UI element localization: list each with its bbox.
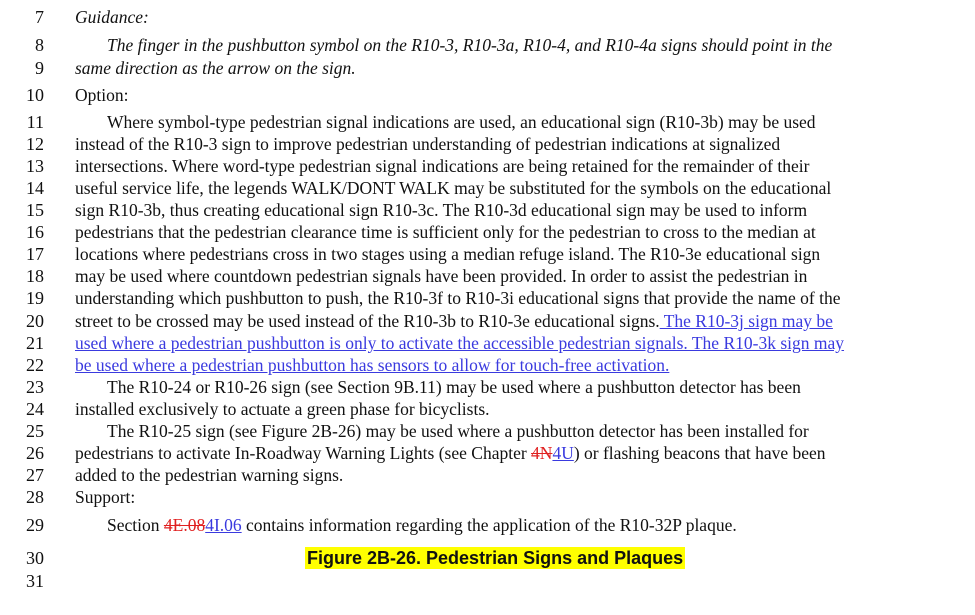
inserted-text: The R10-3j sign may be: [659, 311, 833, 331]
text-run: pedestrians to activate In-Roadway Warning Lights (see Chapter: [75, 443, 532, 463]
document-line: [0, 265, 975, 287]
line-text: [75, 199, 807, 221]
line-text: [75, 332, 844, 354]
line-number: 14: [26, 178, 44, 198]
text-run: street to be crossed may be used instead of the R10-3b to R10-3e educational signs.: [75, 311, 660, 331]
line-text: [75, 84, 128, 106]
text-run: Section: [107, 515, 164, 535]
line-text: [107, 111, 816, 133]
line-number: 17: [26, 244, 44, 264]
inserted-text: 4I.06: [205, 515, 242, 535]
inserted-text: 4U: [552, 443, 574, 463]
line-number: 28: [26, 487, 44, 507]
line-text: [75, 310, 833, 332]
text-run: pedestrians that the pedestrian clearance time is sufficient only for the pedestrian to cross to the median at: [75, 222, 816, 242]
line-number: 23: [26, 377, 44, 397]
text-run: Where symbol-type pedestrian signal indications are used, an educational sign (R10-3b) may be used: [107, 112, 816, 132]
line-text: [107, 514, 737, 536]
line-text: [75, 287, 841, 309]
text-run: added to the pedestrian warning signs.: [75, 465, 344, 485]
line-number: 9: [35, 58, 44, 78]
text-run: The R10-25 sign (see Figure 2B-26) may be used where a pushbutton detector has been installed for: [107, 421, 809, 441]
line-text: [75, 464, 343, 486]
text-run: The R10-24 or R10-26 sign (see Section 9B.11) may be used where a pushbutton detector has been: [107, 377, 801, 397]
document-line: [0, 310, 975, 332]
document-line: [0, 84, 975, 106]
line-number: 24: [26, 399, 44, 419]
line-text: [75, 6, 149, 28]
document-line: [0, 111, 975, 133]
line-text: [107, 376, 801, 398]
deleted-text: 4N: [531, 443, 553, 463]
document-line: [0, 420, 975, 442]
text-run: useful service life, the legends WALK/DONT WALK may be substituted for the symbols on the educational: [75, 178, 832, 198]
line-text: [107, 34, 832, 56]
line-text: [75, 221, 816, 243]
text-run: contains information regarding the application of the R10-32P plaque.: [241, 515, 737, 535]
line-text: [75, 155, 809, 177]
line-number: 22: [26, 355, 44, 375]
text-run: intersections. Where word-type pedestrian signal indications are being retained for the remainder of their: [75, 156, 810, 176]
text-run: installed exclusively to actuate a green phase for bicyclists.: [75, 399, 490, 419]
document-line: [0, 376, 975, 398]
line-number: 25: [26, 421, 44, 441]
line-number: 31: [26, 571, 44, 591]
line-text: [75, 486, 135, 508]
inserted-text: be used where a pedestrian pushbutton has sensors to allow for touch-free activation.: [75, 355, 670, 375]
document-line: [0, 177, 975, 199]
line-number: 29: [26, 515, 44, 535]
text-run: Option:: [75, 85, 129, 105]
line-text: [75, 442, 826, 464]
document-line: [0, 199, 975, 221]
text-run: sign R10-3b, thus creating educational sign R10-3c. The R10-3d educational sign may be used to inform: [75, 200, 808, 220]
text-run: locations where pedestrians cross in two stages using a median refuge island. The R10-3e educational sign: [75, 244, 821, 264]
text-run: Support:: [75, 487, 136, 507]
figure-caption: Figure 2B-26. Pedestrian Signs and Plaques: [307, 548, 684, 568]
document-line: [0, 287, 975, 309]
document-line: [0, 442, 975, 464]
document-line: [0, 570, 975, 592]
document-line: [0, 221, 975, 243]
line-number: 10: [26, 85, 44, 105]
line-number: 27: [26, 465, 44, 485]
deleted-text: 4E.08: [163, 515, 206, 535]
line-text: [75, 354, 669, 376]
line-number: 8: [35, 35, 44, 55]
document-line: [0, 514, 975, 536]
line-number: 16: [26, 222, 44, 242]
line-text: [75, 57, 356, 79]
document-line: [0, 133, 975, 155]
line-number: 7: [35, 7, 44, 27]
text-run: may be used where countdown pedestrian signals have been provided. In order to assist the pedestrian in: [75, 266, 808, 286]
text-run: The finger in the pushbutton symbol on the R10-3, R10-3a, R10-4, and R10-4a signs should point in the: [107, 35, 833, 55]
line-number: 15: [26, 200, 44, 220]
line-text: [75, 265, 807, 287]
document-line: [0, 332, 975, 354]
text-run: same direction as the arrow on the sign.: [75, 58, 356, 78]
line-text: [75, 177, 831, 199]
text-run: instead of the R10-3 sign to improve pedestrian understanding of pedestrian indications at signalized: [75, 134, 781, 154]
text-run: understanding which pushbutton to push, the R10-3f to R10-3i educational signs that provide the name of the: [75, 288, 841, 308]
document-line: [0, 6, 975, 28]
document-line: [0, 354, 975, 376]
line-number: 21: [26, 333, 44, 353]
document-line: [0, 243, 975, 265]
document-line: [0, 486, 975, 508]
line-text: [107, 420, 809, 442]
line-number: 30: [26, 548, 44, 568]
line-text: [75, 133, 780, 155]
line-number: 11: [26, 112, 44, 132]
line-number: 12: [26, 134, 44, 154]
line-number: 26: [26, 443, 44, 463]
inserted-text: used where a pedestrian pushbutton is only to activate the accessible pedestrian signals. The R10-3k sign may: [75, 333, 845, 353]
line-number: 20: [26, 311, 44, 331]
line-text: [75, 243, 820, 265]
line-number: 13: [26, 156, 44, 176]
line-number: 18: [26, 266, 44, 286]
document-line: [0, 34, 975, 56]
line-text: [75, 398, 490, 420]
document-line: [0, 464, 975, 486]
document-line: [0, 398, 975, 420]
document-line: [0, 57, 975, 79]
document-line: [0, 547, 975, 569]
text-run: ) or flashing beacons that have been: [573, 443, 826, 463]
line-number: 19: [26, 288, 44, 308]
document-line: [0, 155, 975, 177]
text-run: Guidance:: [75, 7, 149, 27]
